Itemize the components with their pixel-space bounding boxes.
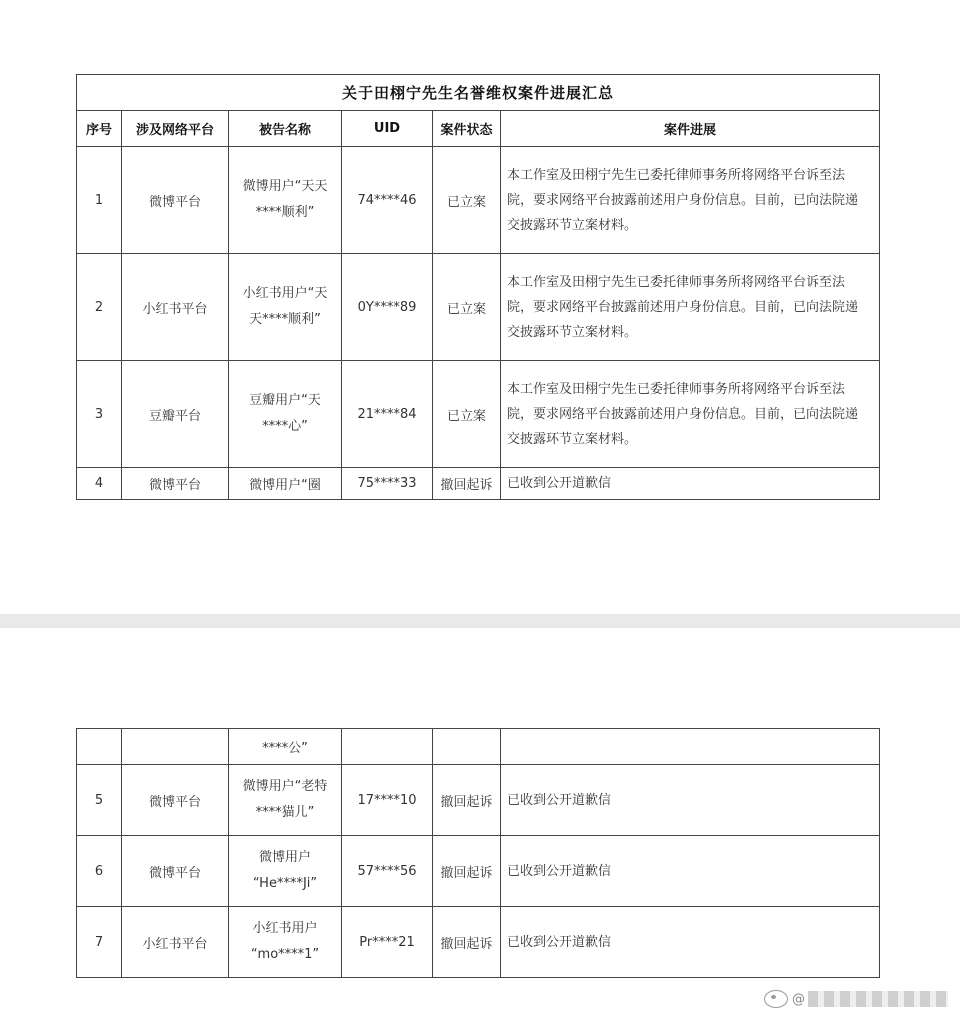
- row-defendant: [229, 836, 342, 907]
- table-row: [77, 765, 880, 836]
- row-platform: 微博平台: [122, 468, 229, 500]
- defendant-line: 豆瓣用户“天: [249, 393, 321, 408]
- row-no: 7: [77, 907, 122, 978]
- progress-line: 院，要求网络平台披露前述用户身份信息。目前，已向法院递: [507, 406, 859, 422]
- header-uid: UID: [342, 111, 433, 147]
- progress-line: 交披露环节立案材料。: [507, 324, 638, 340]
- defendant-line: ****猫儿”: [255, 805, 315, 820]
- row-defendant: [229, 361, 342, 468]
- row-no: 5: [77, 765, 122, 836]
- row-uid: 57****56: [342, 836, 433, 907]
- row-no: 2: [77, 254, 122, 361]
- row-platform: 小红书平台: [122, 254, 229, 361]
- row-progress: [501, 361, 880, 468]
- case-summary-table-continued: [76, 728, 880, 978]
- table-row-continued: [77, 729, 880, 765]
- row-progress: [501, 254, 880, 361]
- document-page-2: [0, 628, 960, 1026]
- row-status: 已立案: [433, 254, 501, 361]
- table-row: [77, 254, 880, 361]
- row-progress: [501, 147, 880, 254]
- defendant-line: 微博用户“老特: [242, 779, 328, 794]
- defendant-line: 小红书用户“天: [242, 286, 328, 301]
- row-defendant: ****公”: [229, 729, 342, 765]
- progress-line: 本工作室及田栩宁先生已委托律师事务所将网络平台诉至法: [507, 167, 846, 183]
- header-status: 案件状态: [433, 111, 501, 147]
- progress-line: 院，要求网络平台披露前述用户身份信息。目前，已向法院递: [507, 299, 859, 315]
- row-defendant: 微博用户“圈: [229, 468, 342, 500]
- watermark-text: @: [792, 991, 805, 1007]
- progress-line: 本工作室及田栩宁先生已委托律师事务所将网络平台诉至法: [507, 274, 846, 290]
- table-row: [77, 147, 880, 254]
- table-row: [77, 907, 880, 978]
- row-progress: 已收到公开道歉信: [501, 468, 880, 500]
- row-platform: 小红书平台: [122, 907, 229, 978]
- row-platform: 微博平台: [122, 765, 229, 836]
- defendant-line: 微博用户“天天: [242, 179, 328, 194]
- row-no: 1: [77, 147, 122, 254]
- row-no: 6: [77, 836, 122, 907]
- row-progress: 已收到公开道歉信: [501, 907, 880, 978]
- row-no: 4: [77, 468, 122, 500]
- progress-line: 院，要求网络平台披露前述用户身份信息。目前，已向法院递: [507, 192, 859, 208]
- case-summary-table: [76, 74, 880, 500]
- row-status: 撤回起诉: [433, 765, 501, 836]
- page-gap: [0, 614, 960, 628]
- row-uid: 75****33: [342, 468, 433, 500]
- row-status: 已立案: [433, 361, 501, 468]
- table-title: 关于田栩宁先生名誉维权案件进展汇总: [77, 75, 880, 111]
- watermark: [764, 988, 948, 1010]
- row-uid: Pr****21: [342, 907, 433, 978]
- row-uid: 17****10: [342, 765, 433, 836]
- header-defendant: 被告名称: [229, 111, 342, 147]
- row-status: 已立案: [433, 147, 501, 254]
- row-platform: 微博平台: [122, 836, 229, 907]
- row-uid: 0Y****89: [342, 254, 433, 361]
- defendant-line: “He****Ji”: [252, 876, 318, 891]
- progress-line: 本工作室及田栩宁先生已委托律师事务所将网络平台诉至法: [507, 381, 846, 397]
- row-defendant: [229, 907, 342, 978]
- header-platform: 涉及网络平台: [122, 111, 229, 147]
- row-status: 撤回起诉: [433, 836, 501, 907]
- header-row: [77, 111, 880, 147]
- weibo-logo-icon: [764, 990, 788, 1008]
- table-row: [77, 836, 880, 907]
- defendant-line: ****顺利”: [255, 205, 315, 220]
- row-progress: 已收到公开道歉信: [501, 836, 880, 907]
- row-uid: 21****84: [342, 361, 433, 468]
- row-defendant: [229, 765, 342, 836]
- row-uid: 74****46: [342, 147, 433, 254]
- row-defendant: [229, 147, 342, 254]
- row-defendant: [229, 254, 342, 361]
- defendant-line: 微博用户: [258, 850, 311, 865]
- row-status: 撤回起诉: [433, 907, 501, 978]
- progress-line: 交披露环节立案材料。: [507, 217, 638, 233]
- row-progress: 已收到公开道歉信: [501, 765, 880, 836]
- defendant-line: “mo****1”: [250, 947, 320, 962]
- progress-line: 交披露环节立案材料。: [507, 431, 638, 447]
- blurred-username: [808, 991, 948, 1007]
- defendant-line: 天****顺利”: [249, 312, 321, 327]
- header-progress: 案件进展: [501, 111, 880, 147]
- row-platform: 微博平台: [122, 147, 229, 254]
- header-no: 序号: [77, 111, 122, 147]
- row-status: 撤回起诉: [433, 468, 501, 500]
- row-platform: 豆瓣平台: [122, 361, 229, 468]
- defendant-line: ****心”: [262, 419, 308, 434]
- row-no: 3: [77, 361, 122, 468]
- table-row: [77, 468, 880, 500]
- defendant-line: 小红书用户: [252, 921, 318, 936]
- table-row: [77, 361, 880, 468]
